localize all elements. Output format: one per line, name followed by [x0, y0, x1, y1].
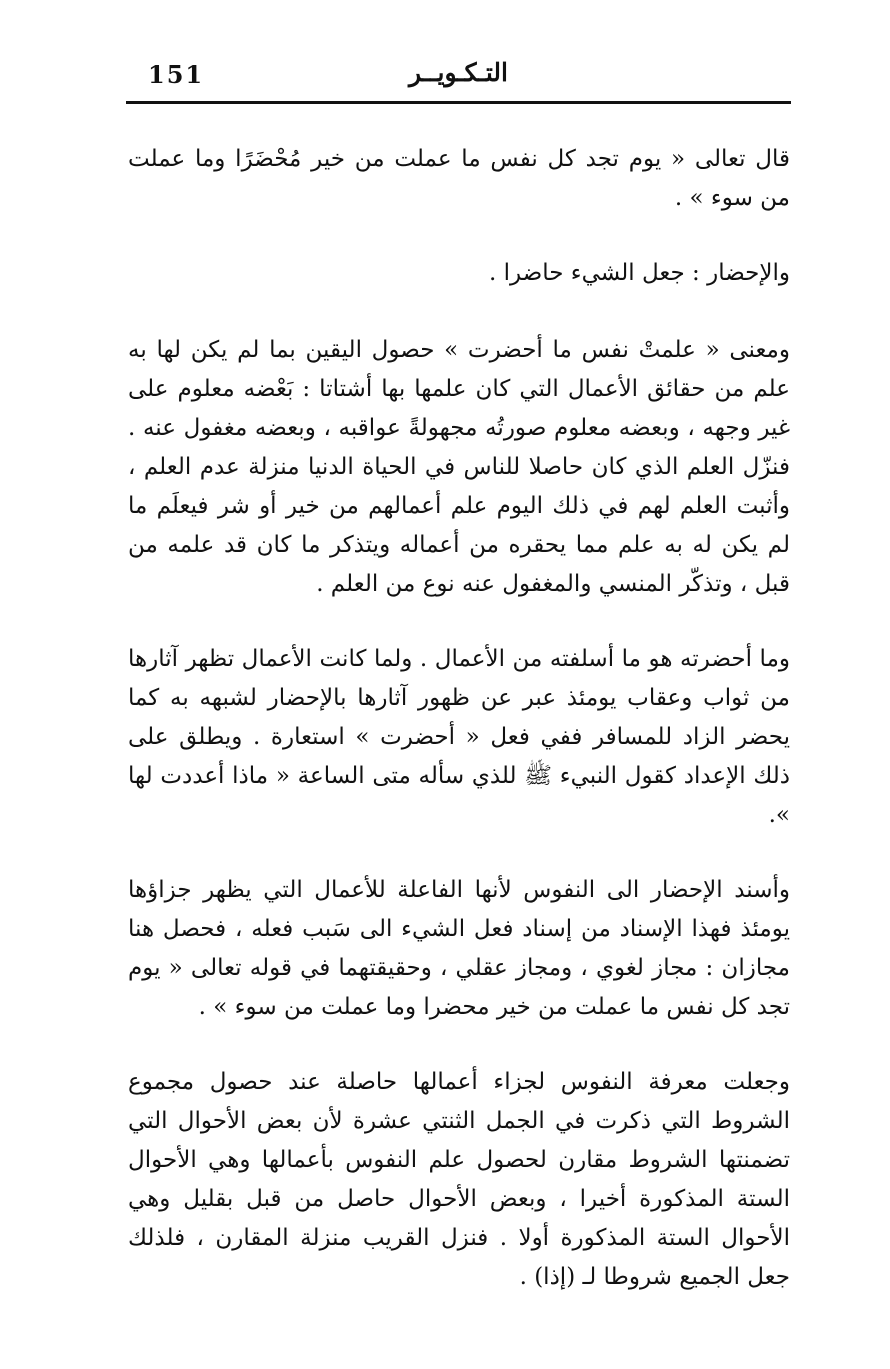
paragraph-attribution: وأسند الإحضار الى النفوس لأنها الفاعلة للأعمال التي يظهر جزاؤها يومئذ فهذا الإسناد من إسناد فعل الشيء الى سَبب فعله ، فحصل هنا مجازان : مجاز لغوي ، ومجاز عقلي ، وحقيقتهما في قوله تعالى « يوم تجد كل نفس ما عملت من خير محضرا وما عملت من سوء » . [128, 877, 790, 1020]
header-rule [126, 101, 791, 104]
page-header [126, 58, 791, 104]
paragraph-meaning: ومعنى « علمتْ نفس ما أحضرت » حصول اليقين بما لم يكن لها به علم من حقائق الأعمال التي كان علمها بها أشتاتا : بَعْضه معلوم على غير وجهه ، وبعضه معلوم صورتُه مجهولةً عواقبه ، وبعضه مغفول عنه . فنزّل العلم الذي كان حاصلا للناس في الحياة الدنيا منزلة عدم العلم ، وأثبت العلم لهم في ذلك اليوم علم أعمالهم من خير أو شر فيعلَم ما لم يكن له به علم مما يحقره من أعماله ويتذكر ما كان قد علمه من قبل ، وتذكّر المنسي والمغفول عنه نوع من العلم . [128, 337, 791, 597]
paragraph-what-presented: وما أحضرته هو ما أسلفته من الأعمال . ولما كانت الأعمال تظهر آثارها من ثواب وعقاب يومئذ عبر عن ظهور آثارها بالإحضار لشبهه به كما يحضر الزاد للمسافر ففي فعل « أحضرت » استعارة . ويطلق على ذلك الإعداد كقول النبيء ﷺ للذي سأله متى الساعة « ماذا أعددت لها ». [128, 646, 790, 828]
paragraph-conditions: وجعلت معرفة النفوس لجزاء أعمالها حاصلة عند حصول مجموع الشروط التي ذكرت في الجمل الثنتي عشرة لأن بعض الأحوال التي تضمنتها الشروط مقارن لحصول علم النفوس بأعمالها وهي الأحوال الستة المذكورة أخيرا ، وبعض الأحوال حاصل من قبل بقليل وهي الأحوال الستة المذكورة أولا . فنزل القريب منزلة المقارن ، فلذلك جعل الجميع شروطا لـ (إذا) . [128, 1069, 790, 1290]
page-body [128, 140, 790, 1297]
paragraph-quran-quote: قال تعالى « يوم تجد كل نفس ما عملت من خير مُحْضَرًا وما عملت من سوء » . [128, 146, 790, 211]
running-title: التـكـويــر [409, 58, 508, 87]
page-number: 151 [148, 60, 205, 89]
paragraph-definition: والإحضار : جعل الشيء حاضرا . [489, 260, 790, 286]
